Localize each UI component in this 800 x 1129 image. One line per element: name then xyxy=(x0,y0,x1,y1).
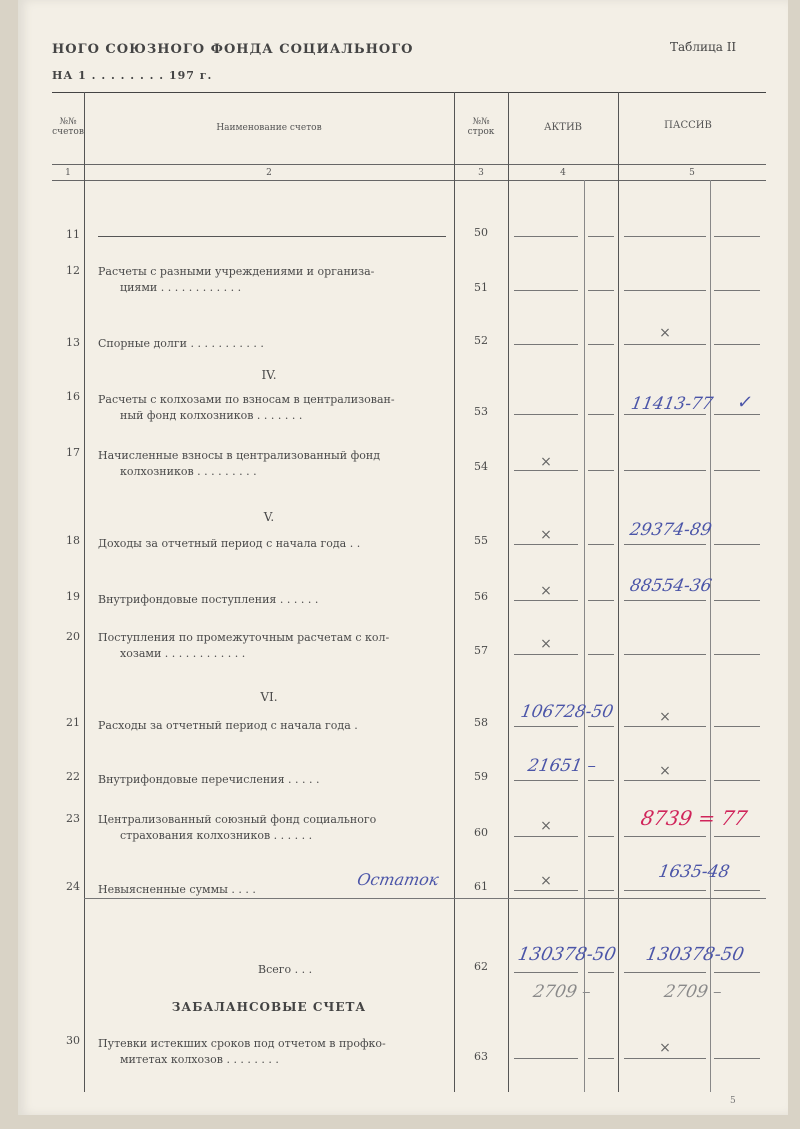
account-name: Путевки истекших сроков под отчетом в профко- митетах колхозов . . . . . . . . xyxy=(98,1037,386,1066)
header-line-1 xyxy=(52,164,766,165)
account-no: 12 xyxy=(66,264,80,277)
account-name: Внутрифондовые перечисления . . . . . xyxy=(98,773,320,786)
pencil-note-passive: 2709 – xyxy=(662,982,724,1002)
account-name: Расходы за отчетный период с начала года . xyxy=(98,719,358,732)
date-line: НА 1 . . . . . . . . 197 г. xyxy=(52,69,213,82)
account-no: 13 xyxy=(66,336,80,349)
handwritten-amount: 21651 – xyxy=(526,756,598,776)
col-header-account-no: №№ счетов xyxy=(52,117,84,137)
account-name: Невыясненные суммы . . . . xyxy=(98,883,256,896)
col-header-active: АКТИВ xyxy=(543,122,583,133)
check-mark: ✓ xyxy=(735,392,755,413)
cross-mark: × xyxy=(659,763,671,779)
line-no: 59 xyxy=(474,770,488,783)
handwritten-note: Остаток xyxy=(355,870,441,889)
off-balance-heading: ЗАБАЛАНСОВЫЕ СЧЕТА xyxy=(171,1000,367,1014)
cross-mark: × xyxy=(659,709,671,725)
account-no: 30 xyxy=(66,1034,80,1047)
blank-line xyxy=(98,236,446,237)
cross-mark: × xyxy=(540,873,552,889)
handwritten-amount: 29374-89 xyxy=(628,520,714,540)
line-no: 57 xyxy=(474,644,488,657)
handwritten-amount-red: 8739 = 77 xyxy=(638,806,750,830)
line-no: 52 xyxy=(474,334,488,347)
header-line-2 xyxy=(52,180,766,181)
cross-mark: × xyxy=(540,636,552,652)
cross-mark: × xyxy=(540,527,552,543)
line-no: 50 xyxy=(474,226,488,239)
line-no: 53 xyxy=(474,405,488,418)
col-number-5: 5 xyxy=(689,168,695,178)
account-no: 21 xyxy=(66,716,80,729)
page-number: 5 xyxy=(730,1096,736,1106)
handwritten-amount: 1635-48 xyxy=(656,862,732,882)
handwritten-amount: 106728-50 xyxy=(519,702,615,722)
section-heading: IV. xyxy=(261,368,277,382)
line-no: 51 xyxy=(474,281,488,294)
line-no: 63 xyxy=(474,1050,488,1063)
account-no: 20 xyxy=(66,630,80,643)
line-no: 60 xyxy=(474,826,488,839)
col-header-line-no: №№ строк xyxy=(467,117,495,137)
cross-mark: × xyxy=(659,1040,671,1056)
account-name: Расчеты с разными учреждениями и организа- циями . . . . . . . . . . . . xyxy=(98,265,375,294)
cross-mark: × xyxy=(540,454,552,470)
col-number-3: 3 xyxy=(478,168,484,178)
cross-mark: × xyxy=(540,818,552,834)
col-number-1: 1 xyxy=(65,168,71,178)
account-name: Спорные долги . . . . . . . . . . . xyxy=(98,337,264,350)
line-no: 62 xyxy=(474,960,488,973)
cross-mark: × xyxy=(540,583,552,599)
cross-mark: × xyxy=(659,325,671,341)
col-number-4: 4 xyxy=(560,168,566,178)
handwritten-total-passive: 130378-50 xyxy=(644,944,746,965)
account-no: 18 xyxy=(66,534,80,547)
col-line-1 xyxy=(84,92,85,1092)
line-no: 55 xyxy=(474,534,488,547)
section-heading: V. xyxy=(263,510,275,524)
document-page xyxy=(18,0,788,1115)
account-name: Доходы за отчетный период с начала года . . xyxy=(98,537,361,550)
handwritten-total-active: 130378-50 xyxy=(516,944,618,965)
total-label: Всего . . . xyxy=(258,963,313,976)
fund-title: НОГО СОЮЗНОГО ФОНДА СОЦИАЛЬНОГО xyxy=(52,42,414,57)
account-name: Расчеты с колхозами по взносам в централизован- ный фонд колхозников . . . . . . . xyxy=(98,393,395,422)
col-header-account-name: Наименование счетов xyxy=(216,123,322,133)
account-name: Централизованный союзный фонд социального страхования колхозников . . . . . . xyxy=(98,813,377,842)
account-no: 11 xyxy=(66,228,80,241)
account-no: 22 xyxy=(66,770,80,783)
account-no: 24 xyxy=(66,880,80,893)
line-no: 54 xyxy=(474,460,488,473)
account-no: 16 xyxy=(66,390,80,403)
account-no: 23 xyxy=(66,812,80,825)
line-no: 58 xyxy=(474,716,488,729)
section-heading: VI. xyxy=(260,690,278,704)
pencil-note-active: 2709 – xyxy=(531,982,593,1002)
separator xyxy=(84,898,766,899)
account-no: 17 xyxy=(66,446,80,459)
col-header-passive: ПАССИВ xyxy=(664,120,712,131)
account-name: Начисленные взносы в централизованный фонд колхозников . . . . . . . . . xyxy=(98,449,380,478)
table-top-border xyxy=(52,92,766,93)
col-line-3 xyxy=(508,92,509,1092)
account-name: Поступления по промежуточным расчетам с кол- хозами . . . . . . . . . . . . xyxy=(98,631,390,660)
account-name: Внутрифондовые поступления . . . . . . xyxy=(98,593,319,606)
handwritten-amount: 88554-36 xyxy=(628,576,714,596)
line-no: 56 xyxy=(474,590,488,603)
line-no: 61 xyxy=(474,880,488,893)
col-line-4 xyxy=(618,92,619,1092)
col-number-2: 2 xyxy=(266,168,272,178)
account-no: 19 xyxy=(66,590,80,603)
table-label: Таблица II xyxy=(670,40,737,54)
handwritten-amount: 11413-77 xyxy=(629,394,715,414)
